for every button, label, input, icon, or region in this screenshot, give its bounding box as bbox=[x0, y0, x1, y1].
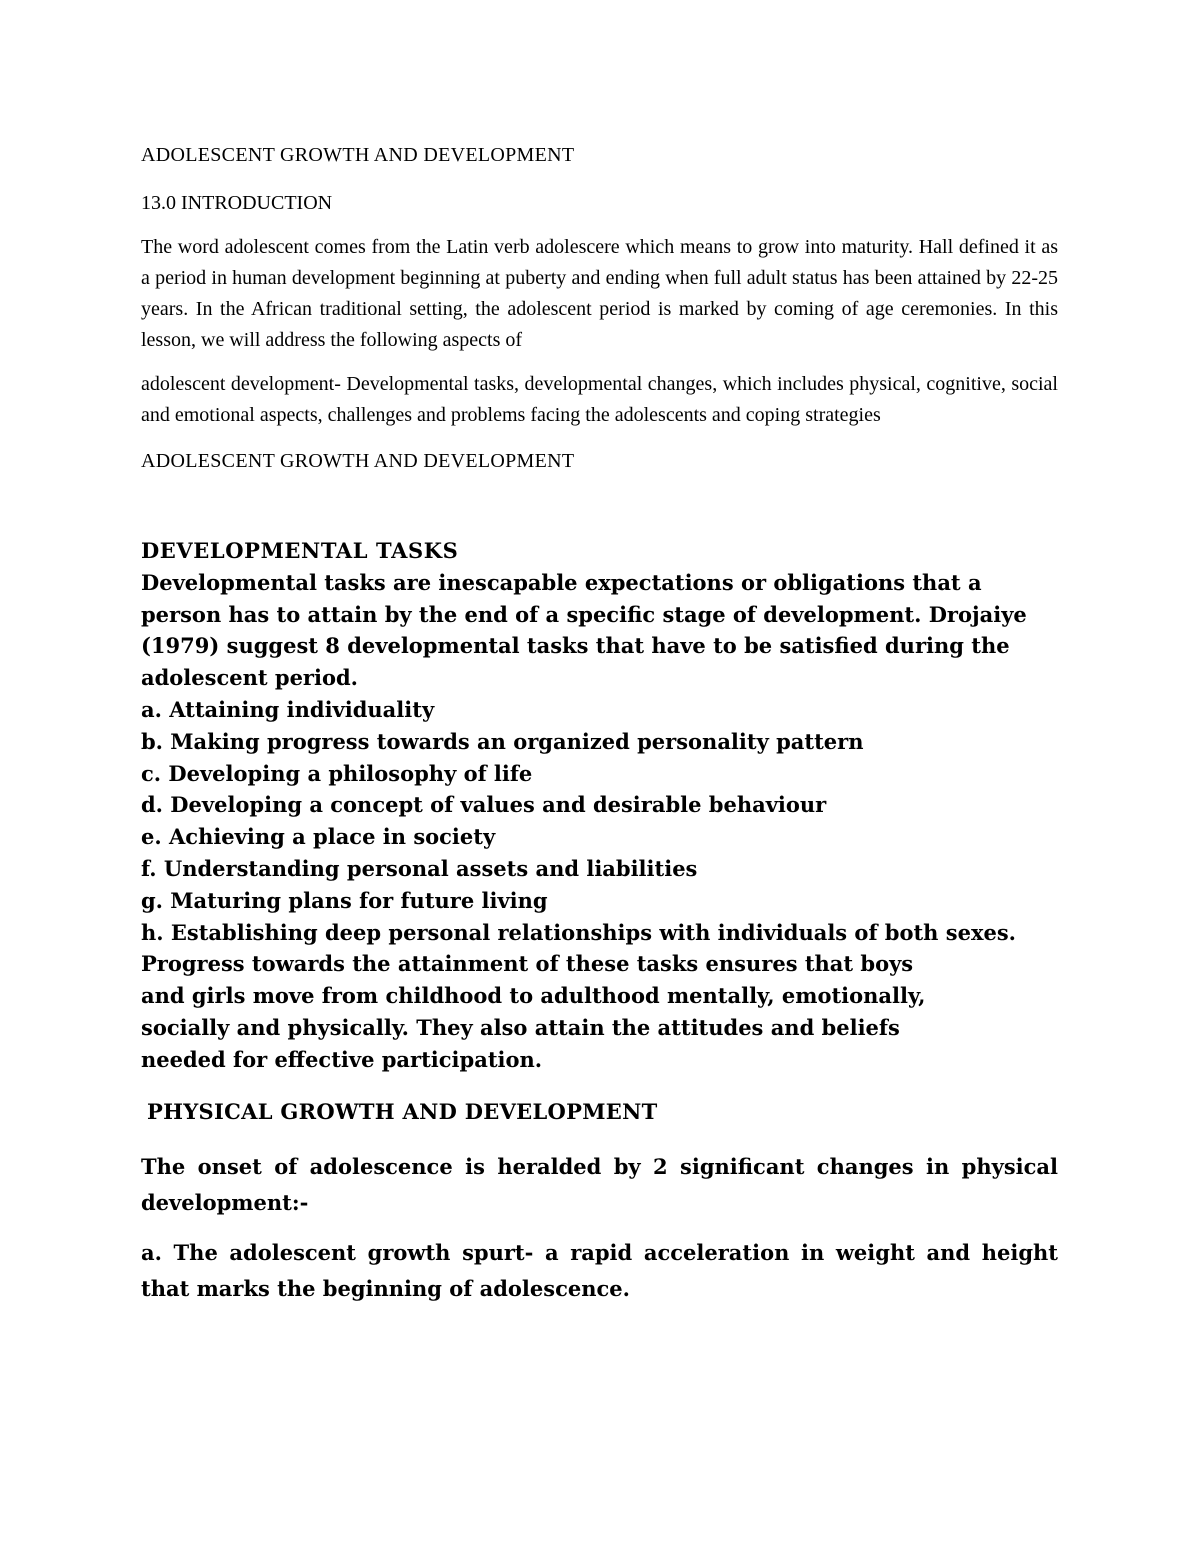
list-item: g. Maturing plans for future living bbox=[141, 887, 548, 913]
developmental-tasks-heading: DEVELOPMENTAL TASKS bbox=[141, 538, 459, 563]
list-item: a. Attaining individuality bbox=[141, 696, 435, 722]
intro-paragraph: The word adolescent comes from the Latin verb adolescere which means to grow into maturity. Hall defined it as a period in human development beginning at puberty and ending when full adult status has been attained by 22-25 years. In the African traditional setting, the adolescent period is marked by coming of age ceremonies. In this lesson, we will address the following aspects of bbox=[141, 236, 1058, 351]
list-item: f. Understanding personal assets and liabilities bbox=[141, 855, 698, 881]
developmental-tasks-section bbox=[141, 535, 1058, 1076]
physical-growth-heading: PHYSICAL GROWTH AND DEVELOPMENT bbox=[147, 1098, 658, 1124]
repeated-document-heading: ADOLESCENT GROWTH AND DEVELOPMENT bbox=[141, 450, 575, 472]
document-content bbox=[141, 140, 1058, 1307]
physical-growth-paragraph: The onset of adolescence is heralded by 2 significant changes in physical development:- bbox=[141, 1153, 1058, 1215]
list-item: c. Developing a philosophy of life bbox=[141, 760, 533, 786]
document-heading: ADOLESCENT GROWTH AND DEVELOPMENT bbox=[141, 144, 575, 166]
list-item: b. Making progress towards an organized personality pattern bbox=[141, 728, 864, 754]
list-item: h. Establishing deep personal relationships with individuals of both sexes. bbox=[141, 919, 1016, 945]
list-item: d. Developing a concept of values and desirable behaviour bbox=[141, 792, 827, 818]
developmental-tasks-intro: Developmental tasks are inescapable expectations or obligations that a person has to attain by the end of a specific stage of development. Drojaiye (1979) suggest 8 developmental tasks that have to be satisfied during the adolescent period. bbox=[141, 569, 1027, 691]
section-heading-introduction: 13.0 INTRODUCTION bbox=[141, 192, 333, 214]
developmental-tasks-summary: Progress towards the attainment of these tasks ensures that boys and girls move from childhood to adulthood mentally, emotionally, socially and physically. They also attain the attitudes and beliefs needed for effective participation. bbox=[141, 951, 926, 1072]
growth-spurt-paragraph: a. The adolescent growth spurt- a rapid acceleration in weight and height that marks the beginning of adolescence. bbox=[141, 1239, 1058, 1301]
intro-paragraph-continued: adolescent development- Developmental tasks, developmental changes, which includes physical, cognitive, social and emotional aspects, challenges and problems facing the adolescents and coping strategies bbox=[141, 373, 1058, 426]
list-item: e. Achieving a place in society bbox=[141, 824, 496, 850]
developmental-tasks-list bbox=[141, 694, 1058, 948]
